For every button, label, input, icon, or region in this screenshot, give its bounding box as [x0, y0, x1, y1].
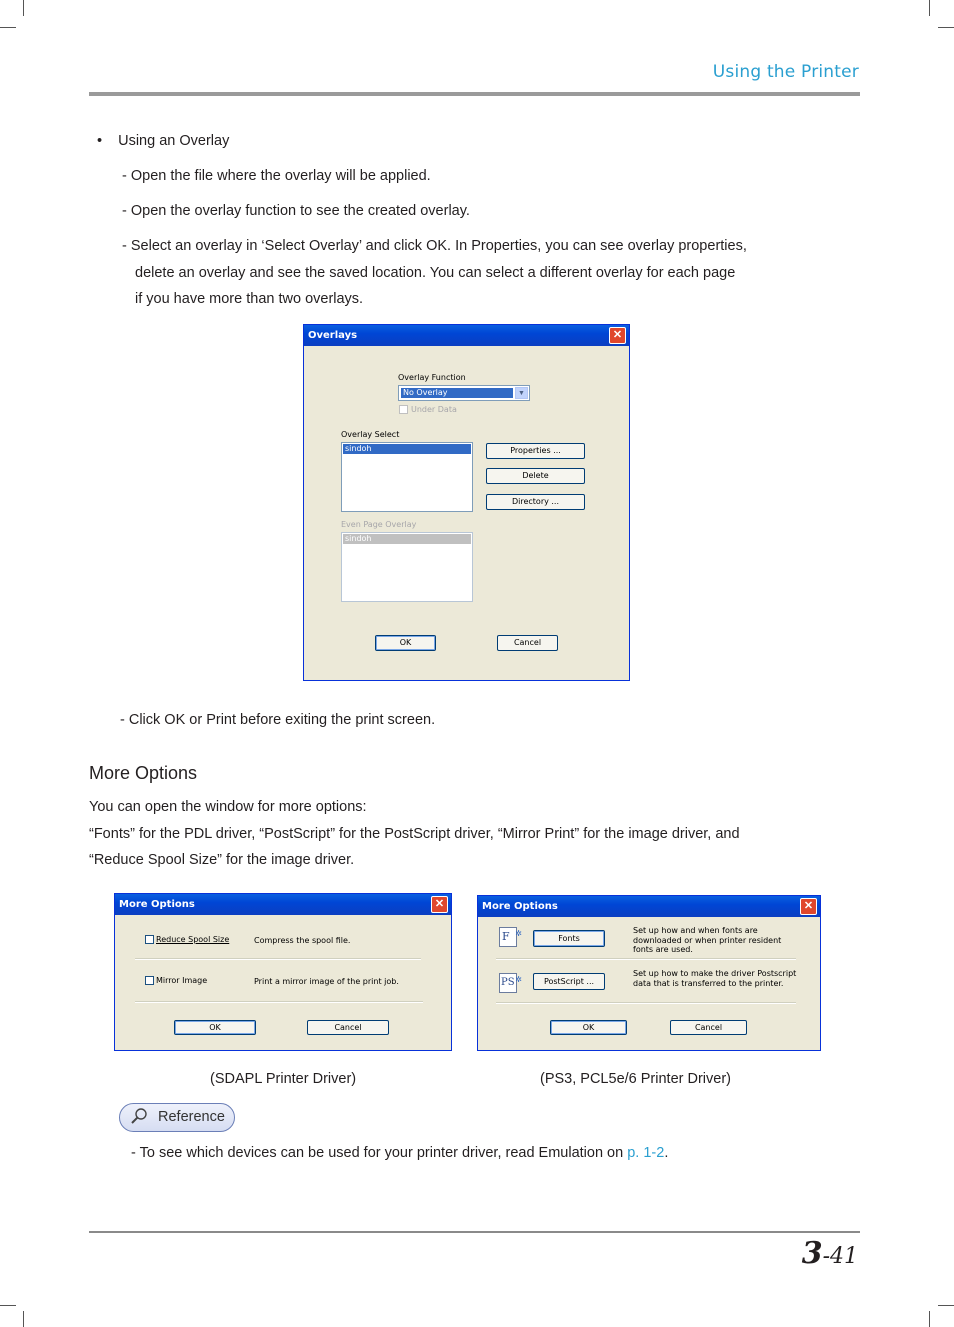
cancel-button[interactable]: Cancel [670, 1020, 747, 1035]
crop-mark [0, 27, 16, 28]
description-line: data that is transferred to the printer. [633, 978, 784, 988]
fonts-button[interactable]: Fonts [533, 930, 605, 947]
reduce-spool-checkbox[interactable] [145, 935, 154, 944]
postscript-icon-letter: PS [501, 977, 515, 988]
paragraph-line: “Reduce Spool Size” for the image driver. [89, 852, 355, 868]
close-icon[interactable]: ✕ [609, 327, 626, 344]
divider [135, 1001, 423, 1003]
reference-note [131, 1143, 668, 1163]
list-item[interactable]: sindoh [343, 444, 471, 454]
page-number [802, 1236, 858, 1271]
reference-note-end: . [664, 1145, 669, 1161]
step-open-overlay: - Open the overlay function to see the created overlay. [122, 203, 470, 219]
postscript-icon [499, 973, 522, 993]
overlay-function-select[interactable] [398, 385, 530, 401]
directory-button[interactable]: Directory ... [486, 494, 585, 510]
gear-icon: ✲ [515, 975, 522, 984]
divider [496, 958, 796, 960]
reduce-spool-description: Compress the spool file. [254, 936, 351, 945]
fonts-description [633, 926, 781, 955]
step-click-ok: - Click OK or Print before exiting the print screen. [120, 712, 436, 728]
step-select-overlay-cont: delete an overlay and see the saved location. You can select a different overlay for each page [135, 265, 736, 281]
crop-mark [23, 0, 24, 16]
ok-button[interactable]: OK [174, 1020, 256, 1035]
fonts-icon [499, 927, 522, 947]
crop-mark [938, 1305, 954, 1306]
ok-button[interactable]: OK [550, 1020, 627, 1035]
crop-mark [23, 1311, 24, 1327]
footer-rule [89, 1231, 860, 1233]
close-icon[interactable]: ✕ [431, 896, 448, 913]
caption-sdapl: (SDAPL Printer Driver) [210, 1071, 357, 1087]
divider [135, 958, 421, 960]
dialog-title: More Options [478, 896, 820, 917]
chevron-down-icon[interactable]: ▼ [515, 387, 528, 399]
even-page-overlay-label: Even Page Overlay [341, 520, 417, 529]
description-line: downloaded or when printer resident [633, 935, 782, 945]
bullet-symbol: • [97, 133, 103, 149]
cancel-button[interactable]: Cancel [307, 1020, 389, 1035]
more-options-dialog-ps3 [477, 895, 821, 1051]
cancel-button[interactable]: Cancel [497, 635, 558, 651]
properties-button[interactable]: Properties ... [486, 443, 585, 459]
crop-mark [938, 27, 954, 28]
mirror-image-label: Mirror Image [156, 976, 208, 985]
step-open-file: - Open the file where the overlay will be applied. [122, 168, 431, 184]
under-data-checkbox[interactable] [399, 405, 408, 414]
running-header: Using the Printer [712, 62, 859, 82]
page-link[interactable]: p. 1-2 [627, 1145, 665, 1161]
caption-ps3: (PS3, PCL5e/6 Printer Driver) [540, 1071, 731, 1087]
chapter-number: 3 [801, 1236, 823, 1271]
page-suffix: -41 [822, 1244, 858, 1269]
step-select-overlay: - Select an overlay in ‘Select Overlay’ and click OK. In Properties, you can see overlay properties, [122, 238, 747, 254]
mirror-image-checkbox[interactable] [145, 976, 154, 985]
reduce-spool-label: Reduce Spool Size [156, 935, 230, 944]
description-line: fonts are used. [633, 945, 693, 954]
bullet-item [97, 131, 229, 151]
section-heading: More Options [89, 763, 198, 783]
paragraph-line: “Fonts” for the PDL driver, “PostScript” for the PostScript driver, “Mirror Print” for the image driver, and [89, 826, 740, 842]
overlay-select-label: Overlay Select [341, 430, 400, 439]
dialog-title: Overlays [304, 325, 629, 346]
crop-mark [929, 1311, 930, 1327]
even-page-overlay-list[interactable] [341, 532, 473, 602]
more-options-dialog-sdapl [114, 893, 452, 1051]
under-data-label: Under Data [411, 405, 457, 414]
crop-mark [929, 0, 930, 16]
gear-icon: ✲ [515, 929, 522, 938]
reference-label: Reference [158, 1109, 225, 1125]
overlay-select-list[interactable] [341, 442, 473, 512]
divider [496, 1002, 796, 1004]
fonts-icon-letter: F [502, 930, 510, 943]
ok-button[interactable]: OK [375, 635, 436, 651]
description-line: Set up how to make the driver Postscript [633, 969, 797, 978]
list-item[interactable]: sindoh [343, 534, 471, 544]
crop-mark [0, 1305, 16, 1306]
overlay-function-value: No Overlay [401, 388, 513, 398]
mirror-image-description: Print a mirror image of the print job. [254, 977, 399, 986]
paragraph-line: You can open the window for more options: [89, 799, 367, 815]
postscript-description [633, 969, 796, 988]
step-select-overlay-cont: if you have more than two overlays. [135, 291, 364, 307]
overlays-dialog [303, 324, 630, 681]
reference-badge [119, 1103, 235, 1132]
reference-note-text: - To see which devices can be used for your printer driver, read Emulation on [131, 1145, 628, 1161]
dialog-title: More Options [115, 894, 451, 915]
delete-button[interactable]: Delete [486, 468, 585, 484]
bullet-title: Using an Overlay [118, 133, 230, 149]
description-line: Set up how and when fonts are [633, 926, 758, 935]
header-rule [89, 92, 860, 96]
magnifier-icon [130, 1107, 148, 1125]
postscript-button[interactable]: PostScript ... [533, 973, 605, 990]
overlay-function-label: Overlay Function [398, 373, 466, 382]
close-icon[interactable]: ✕ [800, 898, 817, 915]
